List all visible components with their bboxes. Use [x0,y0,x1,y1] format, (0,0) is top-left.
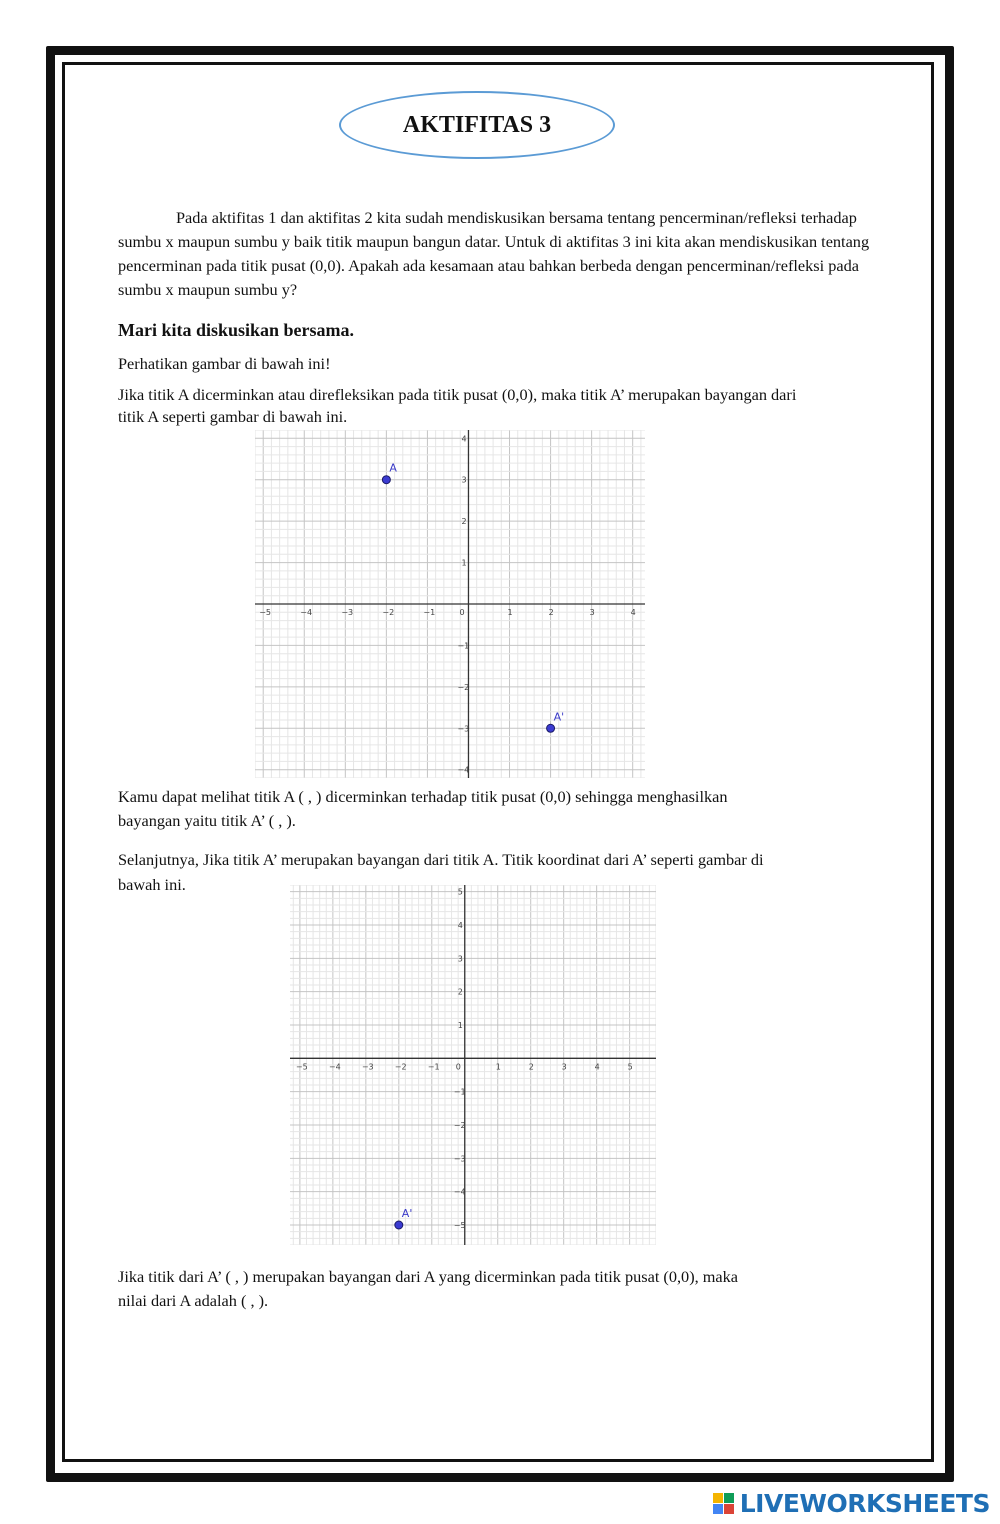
section-heading: Mari kita diskusikan bersama. [118,320,355,340]
liveworksheets-logo-icon [713,1493,734,1514]
data-point [395,1221,403,1229]
x-tick-label: 2 [528,1062,534,1072]
section1-line1: Jika titik A dicerminkan atau direfleksikan pada titik pusat (0,0), maka titik A’ merupakan bayangan dari [118,385,797,404]
y-tick-label: 5 [457,887,463,897]
section1-question-line2: bayangan yaitu titik A’ ( , ). [118,811,296,830]
liveworksheets-logo-text: LIVEWORKSHEETS [739,1488,990,1518]
logo-square-2 [724,1493,734,1503]
origin-label: 0 [459,608,465,617]
y-tick-label: 2 [461,517,467,527]
section2-question-line2: nilai dari A adalah ( , ). [118,1291,269,1310]
chart-2-svg [290,885,656,1245]
y-tick-label: −4 [453,1187,466,1197]
chart-1-svg [255,430,645,778]
y-tick-label: −2 [453,1121,466,1130]
logo-square-1 [713,1493,723,1503]
y-tick-label: −1 [453,1087,466,1097]
section2-line2: bawah ini. [118,875,186,894]
section2-question-line1: Jika titik dari A’ ( , ) merupakan bayangan dari A yang dicerminkan pada titik pusat (0,0), maka [118,1267,739,1286]
x-tick-label: 3 [589,608,595,617]
y-tick-label: −4 [457,765,470,775]
x-tick-label: 4 [630,608,636,617]
x-tick-label: −4 [300,608,313,617]
x-tick-label: −1 [423,608,436,617]
y-tick-label: −3 [457,724,470,734]
x-tick-label: −3 [361,1062,374,1072]
y-tick-label: 3 [461,475,467,485]
point-label: A [389,461,397,475]
x-tick-label: 5 [627,1062,633,1072]
y-tick-label: 3 [457,954,463,964]
x-tick-label: −5 [259,608,272,617]
x-tick-label: −4 [328,1062,341,1072]
x-tick-label: −3 [341,608,354,617]
x-tick-label: 1 [495,1062,501,1072]
page-title-text: AKTIFITAS 3 [402,111,552,138]
chart-1 [255,430,645,778]
y-tick-label: −5 [453,1221,466,1230]
x-tick-label: −5 [295,1062,308,1072]
y-tick-label: 1 [457,1021,463,1030]
origin-label: 0 [455,1062,461,1072]
data-point [382,476,390,484]
y-tick-label: 4 [457,921,463,930]
y-tick-label: −1 [457,641,470,651]
x-tick-label: −1 [427,1062,440,1072]
logo-square-4 [724,1504,734,1514]
page-title [339,91,615,159]
x-tick-label: −2 [394,1062,407,1072]
x-tick-label: 2 [548,608,554,617]
y-tick-label: 2 [457,987,463,997]
section1-question-line1: Kamu dapat melihat titik A ( , ) dicerminkan terhadap titik pusat (0,0) sehingga menghasilkan [118,787,728,806]
section1-line2: titik A seperti gambar di bawah ini. [118,407,348,426]
data-point [547,724,555,732]
y-tick-label: 4 [461,434,467,444]
point-label: A' [401,1207,413,1220]
x-tick-label: 3 [561,1062,567,1072]
x-tick-label: −2 [382,608,395,617]
y-tick-label: −2 [457,682,470,692]
section2-line1: Selanjutnya, Jika titik A’ merupakan bayangan dari titik A. Titik koordinat dari A’ seperti gambar di [118,850,764,869]
logo-square-3 [713,1504,723,1514]
liveworksheets-logo [713,1486,990,1520]
instruction-text: Perhatikan gambar di bawah ini! [118,354,331,373]
intro-paragraph: Pada aktifitas 1 dan aktifitas 2 kita sudah mendiskusikan bersama tentang pencerminan/refleksi terhadap sumbu x maupun sumbu y baik titik maupun bangun datar. Untuk di aktifitas 3 ini kita akan mendiskusikan tentang pencerminan pada titik pusat (0,0). Apakah ada kesamaan atau bahkan berbeda dengan pencerminan/refleksi pada sumbu x maupun sumbu y? [118,208,870,299]
x-tick-label: 1 [507,608,513,617]
x-tick-label: 4 [594,1062,600,1072]
y-tick-label: 1 [461,558,467,568]
y-tick-label: −3 [453,1154,466,1164]
chart-2 [290,885,656,1245]
point-label: A' [553,710,565,724]
